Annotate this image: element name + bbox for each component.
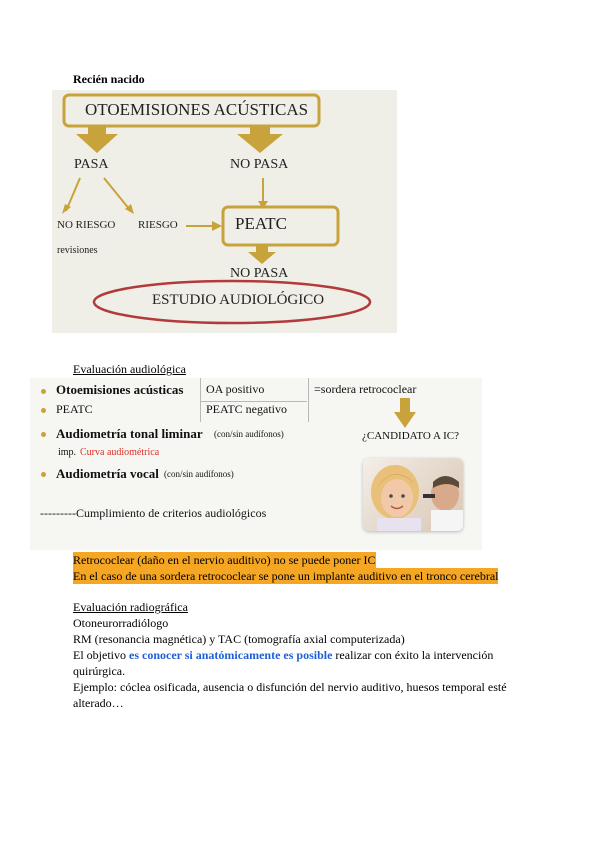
eval-radio-title: Evaluación radiográfica — [73, 600, 188, 614]
eval-audio-title: Evaluación audiológica — [73, 362, 186, 376]
oa-value: OA positivo — [206, 382, 265, 396]
arrow-to-riesgo — [104, 178, 130, 210]
flow-estudio-label: ESTUDIO AUDIOLÓGICO — [152, 292, 325, 308]
peatc-label: PEATC — [56, 402, 93, 416]
curva-link: Curva audiométrica — [80, 447, 160, 458]
child-ear-exam-photo — [363, 458, 463, 531]
section-heading: Recién nacido — [73, 72, 145, 86]
arrow-down-pasa — [76, 126, 118, 153]
flow-no-riesgo-label: NO RIESGO — [57, 219, 116, 231]
peatc-value: PEATC negativo — [206, 402, 287, 416]
imp-prefix: imp. — [58, 447, 77, 458]
oa-label: Otoemisiones acústicas — [56, 382, 184, 397]
photo-illustration — [363, 458, 463, 531]
candidato-text: ¿CANDIDATO A IC? — [362, 430, 459, 442]
arrow-down-peatc — [248, 245, 276, 264]
arrow-head — [62, 204, 71, 214]
objetivo-emphasis: es conocer si anatómicamente es posible — [129, 648, 333, 662]
flow-no-pasa-label: NO PASA — [230, 157, 289, 172]
cumplimiento-text: ---------Cumplimiento de criterios audiológicos — [40, 506, 267, 520]
screening-flow-diagram — [52, 90, 397, 333]
down-arrow-icon — [394, 398, 416, 428]
flow-pasa-label: PASA — [74, 157, 109, 172]
vocal-note: (con/sin audífonos) — [164, 469, 234, 479]
arrow-down-no-pasa — [237, 126, 283, 153]
tonal-note: (con/sin audífonos) — [214, 429, 284, 439]
flow-revisiones-label: revisiones — [57, 245, 98, 256]
arrow-head — [212, 221, 222, 231]
objetivo-prefix: El objetivo — [73, 648, 129, 662]
objetivo-continuation: quirúrgica. — [73, 664, 126, 678]
ejemplo-line-1: Ejemplo: cóclea osificada, ausencia o disfunción del nervio auditivo, huesos temporal esté — [73, 680, 507, 694]
bullet — [41, 408, 46, 413]
ejemplo-line-2: alterado… — [73, 696, 124, 710]
tonal-label: Audiometría tonal liminar — [56, 426, 203, 441]
radio-line-1: Otoneurorradiólogo — [73, 616, 169, 630]
flow-peatc-label: PEATC — [235, 214, 287, 233]
highlight-retrococlear: Retrococlear (daño en el nervio auditivo) no se puede poner IC — [73, 553, 376, 567]
vocal-label: Audiometría vocal — [56, 466, 159, 481]
bullet — [41, 472, 46, 477]
radio-line-2: RM (resonancia magnética) y TAC (tomografía axial computerizada) — [73, 632, 405, 646]
sordera-text: =sordera retrococlear — [314, 382, 417, 396]
highlight-implante: En el caso de una sordera retrococlear se pone un implante auditivo en el tronco cerebral — [73, 569, 499, 583]
evaluation-slide — [30, 378, 482, 550]
bullet — [41, 432, 46, 437]
objetivo-line — [73, 647, 493, 663]
bullet — [41, 389, 46, 394]
flow-riesgo-label: RIESGO — [138, 219, 178, 231]
flow-top-label: OTOEMISIONES ACÚSTICAS — [85, 100, 309, 119]
objetivo-suffix: realizar con éxito la intervención — [332, 648, 494, 662]
flow-no-pasa-2-label: NO PASA — [230, 266, 289, 281]
